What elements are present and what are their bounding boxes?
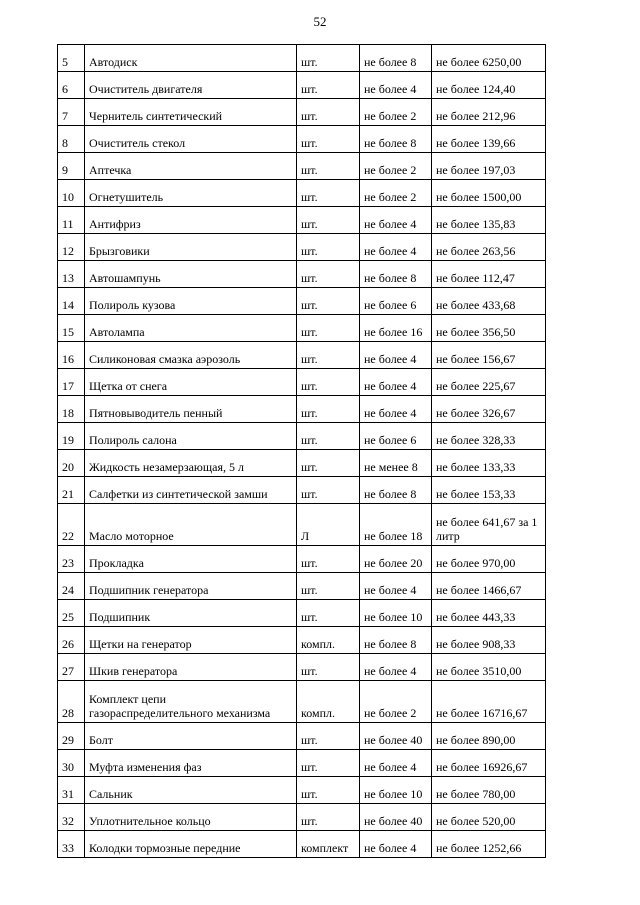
item-unit: шт.: [297, 369, 360, 396]
item-price: не более 212,96: [432, 99, 546, 126]
table-row: [58, 315, 546, 342]
item-unit: шт.: [297, 72, 360, 99]
item-price: не более 356,50: [432, 315, 546, 342]
item-price: не более 135,83: [432, 207, 546, 234]
item-price: не более 16926,67: [432, 750, 546, 777]
item-name: Масло моторное: [85, 504, 297, 546]
item-unit: компл.: [297, 681, 360, 723]
table-row: [58, 831, 546, 858]
row-number: 26: [58, 627, 85, 654]
row-number: 24: [58, 573, 85, 600]
row-number: 21: [58, 477, 85, 504]
row-number: 28: [58, 681, 85, 723]
item-price: не более 124,40: [432, 72, 546, 99]
row-number: 11: [58, 207, 85, 234]
item-unit: шт.: [297, 99, 360, 126]
table-row: [58, 369, 546, 396]
item-name: Полироль кузова: [85, 288, 297, 315]
item-unit: комплект: [297, 831, 360, 858]
item-name: Комплект цепи газораспределительного механизма: [85, 681, 297, 723]
table-row: [58, 750, 546, 777]
item-name: Автодиск: [85, 45, 297, 72]
item-quantity: не более 4: [360, 342, 432, 369]
item-quantity: не более 4: [360, 750, 432, 777]
item-unit: шт.: [297, 234, 360, 261]
item-quantity: не более 40: [360, 804, 432, 831]
item-quantity: не более 8: [360, 126, 432, 153]
item-name: Подшипник: [85, 600, 297, 627]
item-price: не более 433,68: [432, 288, 546, 315]
item-name: Аптечка: [85, 153, 297, 180]
row-number: 27: [58, 654, 85, 681]
item-quantity: не более 2: [360, 681, 432, 723]
table-row: [58, 207, 546, 234]
item-name: Автолампа: [85, 315, 297, 342]
item-quantity: не более 16: [360, 315, 432, 342]
row-number: 6: [58, 72, 85, 99]
table-row: [58, 477, 546, 504]
item-price: не более 6250,00: [432, 45, 546, 72]
row-number: 25: [58, 600, 85, 627]
item-price: не более 156,67: [432, 342, 546, 369]
items-table: [57, 44, 546, 858]
item-price: не более 263,56: [432, 234, 546, 261]
item-name: Очиститель двигателя: [85, 72, 297, 99]
item-quantity: не более 8: [360, 627, 432, 654]
item-price: не более 1500,00: [432, 180, 546, 207]
items-table-body: [58, 45, 546, 858]
row-number: 14: [58, 288, 85, 315]
item-name: Прокладка: [85, 546, 297, 573]
table-row: [58, 423, 546, 450]
item-unit: шт.: [297, 180, 360, 207]
item-name: Жидкость незамерзающая, 5 л: [85, 450, 297, 477]
item-unit: шт.: [297, 288, 360, 315]
item-quantity: не более 20: [360, 546, 432, 573]
table-row: [58, 126, 546, 153]
item-unit: шт.: [297, 450, 360, 477]
item-price: не более 139,66: [432, 126, 546, 153]
item-unit: шт.: [297, 423, 360, 450]
row-number: 16: [58, 342, 85, 369]
item-name: Муфта изменения фаз: [85, 750, 297, 777]
item-price: не более 133,33: [432, 450, 546, 477]
item-quantity: не более 8: [360, 261, 432, 288]
item-price: не более 153,33: [432, 477, 546, 504]
row-number: 30: [58, 750, 85, 777]
item-price: не более 197,03: [432, 153, 546, 180]
item-quantity: не более 2: [360, 153, 432, 180]
item-name: Огнетушитель: [85, 180, 297, 207]
item-unit: шт.: [297, 654, 360, 681]
item-price: не более 112,47: [432, 261, 546, 288]
item-price: не более 443,33: [432, 600, 546, 627]
item-price: не более 16716,67: [432, 681, 546, 723]
item-price: не более 326,67: [432, 396, 546, 423]
item-quantity: не более 8: [360, 477, 432, 504]
item-unit: шт.: [297, 777, 360, 804]
row-number: 18: [58, 396, 85, 423]
item-quantity: не более 10: [360, 600, 432, 627]
row-number: 23: [58, 546, 85, 573]
item-unit: шт.: [297, 315, 360, 342]
table-row: [58, 450, 546, 477]
row-number: 7: [58, 99, 85, 126]
table-row: [58, 99, 546, 126]
row-number: 5: [58, 45, 85, 72]
page-number: 52: [313, 14, 327, 29]
row-number: 29: [58, 723, 85, 750]
table-row: [58, 288, 546, 315]
item-name: Шкив генератора: [85, 654, 297, 681]
item-unit: шт.: [297, 723, 360, 750]
row-number: 32: [58, 804, 85, 831]
item-quantity: не более 18: [360, 504, 432, 546]
row-number: 22: [58, 504, 85, 546]
table-row: [58, 681, 546, 723]
item-name: Болт: [85, 723, 297, 750]
item-quantity: не менее 8: [360, 450, 432, 477]
item-name: Антифриз: [85, 207, 297, 234]
item-name: Силиконовая смазка аэрозоль: [85, 342, 297, 369]
item-quantity: не более 2: [360, 99, 432, 126]
item-price: не более 970,00: [432, 546, 546, 573]
table-row: [58, 504, 546, 546]
item-name: Очиститель стекол: [85, 126, 297, 153]
item-price: не более 780,00: [432, 777, 546, 804]
item-quantity: не более 4: [360, 573, 432, 600]
item-quantity: не более 4: [360, 654, 432, 681]
item-unit: компл.: [297, 627, 360, 654]
table-row: [58, 654, 546, 681]
item-quantity: не более 6: [360, 423, 432, 450]
row-number: 19: [58, 423, 85, 450]
item-quantity: не более 4: [360, 72, 432, 99]
row-number: 13: [58, 261, 85, 288]
item-unit: шт.: [297, 261, 360, 288]
table-row: [58, 72, 546, 99]
table-row: [58, 234, 546, 261]
item-unit: шт.: [297, 396, 360, 423]
item-price: не более 328,33: [432, 423, 546, 450]
item-quantity: не более 40: [360, 723, 432, 750]
item-unit: шт.: [297, 750, 360, 777]
table-row: [58, 777, 546, 804]
item-unit: шт.: [297, 126, 360, 153]
table-row: [58, 153, 546, 180]
row-number: 31: [58, 777, 85, 804]
item-quantity: не более 4: [360, 396, 432, 423]
table-row: [58, 804, 546, 831]
item-quantity: не более 8: [360, 45, 432, 72]
table-row: [58, 45, 546, 72]
table-row: [58, 261, 546, 288]
item-price: не более 1252,66: [432, 831, 546, 858]
item-name: Полироль салона: [85, 423, 297, 450]
table-row: [58, 180, 546, 207]
item-unit: шт.: [297, 45, 360, 72]
item-unit: шт.: [297, 600, 360, 627]
item-price: не более 890,00: [432, 723, 546, 750]
item-name: Уплотнительное кольцо: [85, 804, 297, 831]
item-name: Щетка от снега: [85, 369, 297, 396]
table-row: [58, 342, 546, 369]
item-unit: шт.: [297, 342, 360, 369]
item-unit: шт.: [297, 546, 360, 573]
item-price: не более 3510,00: [432, 654, 546, 681]
table-row: [58, 573, 546, 600]
item-quantity: не более 4: [360, 234, 432, 261]
row-number: 33: [58, 831, 85, 858]
item-quantity: не более 4: [360, 369, 432, 396]
item-quantity: не более 2: [360, 180, 432, 207]
table-row: [58, 627, 546, 654]
row-number: 12: [58, 234, 85, 261]
row-number: 8: [58, 126, 85, 153]
item-price: не более 225,67: [432, 369, 546, 396]
table-row: [58, 396, 546, 423]
item-price: не более 641,67 за 1 литр: [432, 504, 546, 546]
item-unit: шт.: [297, 573, 360, 600]
row-number: 17: [58, 369, 85, 396]
item-name: Подшипник генератора: [85, 573, 297, 600]
item-unit: шт.: [297, 804, 360, 831]
item-unit: шт.: [297, 153, 360, 180]
item-name: Салфетки из синтетической замши: [85, 477, 297, 504]
item-name: Автошампунь: [85, 261, 297, 288]
item-name: Брызговики: [85, 234, 297, 261]
item-quantity: не более 10: [360, 777, 432, 804]
table-row: [58, 600, 546, 627]
item-name: Колодки тормозные передние: [85, 831, 297, 858]
item-unit: шт.: [297, 477, 360, 504]
item-name: Сальник: [85, 777, 297, 804]
item-name: Щетки на генератор: [85, 627, 297, 654]
table-row: [58, 723, 546, 750]
row-number: 15: [58, 315, 85, 342]
table-row: [58, 546, 546, 573]
item-name: Чернитель синтетический: [85, 99, 297, 126]
item-price: не более 520,00: [432, 804, 546, 831]
item-unit: Л: [297, 504, 360, 546]
item-unit: шт.: [297, 207, 360, 234]
item-name: Пятновыводитель пенный: [85, 396, 297, 423]
row-number: 9: [58, 153, 85, 180]
item-quantity: не более 4: [360, 831, 432, 858]
row-number: 20: [58, 450, 85, 477]
row-number: 10: [58, 180, 85, 207]
item-price: не более 1466,67: [432, 573, 546, 600]
item-quantity: не более 4: [360, 207, 432, 234]
item-price: не более 908,33: [432, 627, 546, 654]
item-quantity: не более 6: [360, 288, 432, 315]
